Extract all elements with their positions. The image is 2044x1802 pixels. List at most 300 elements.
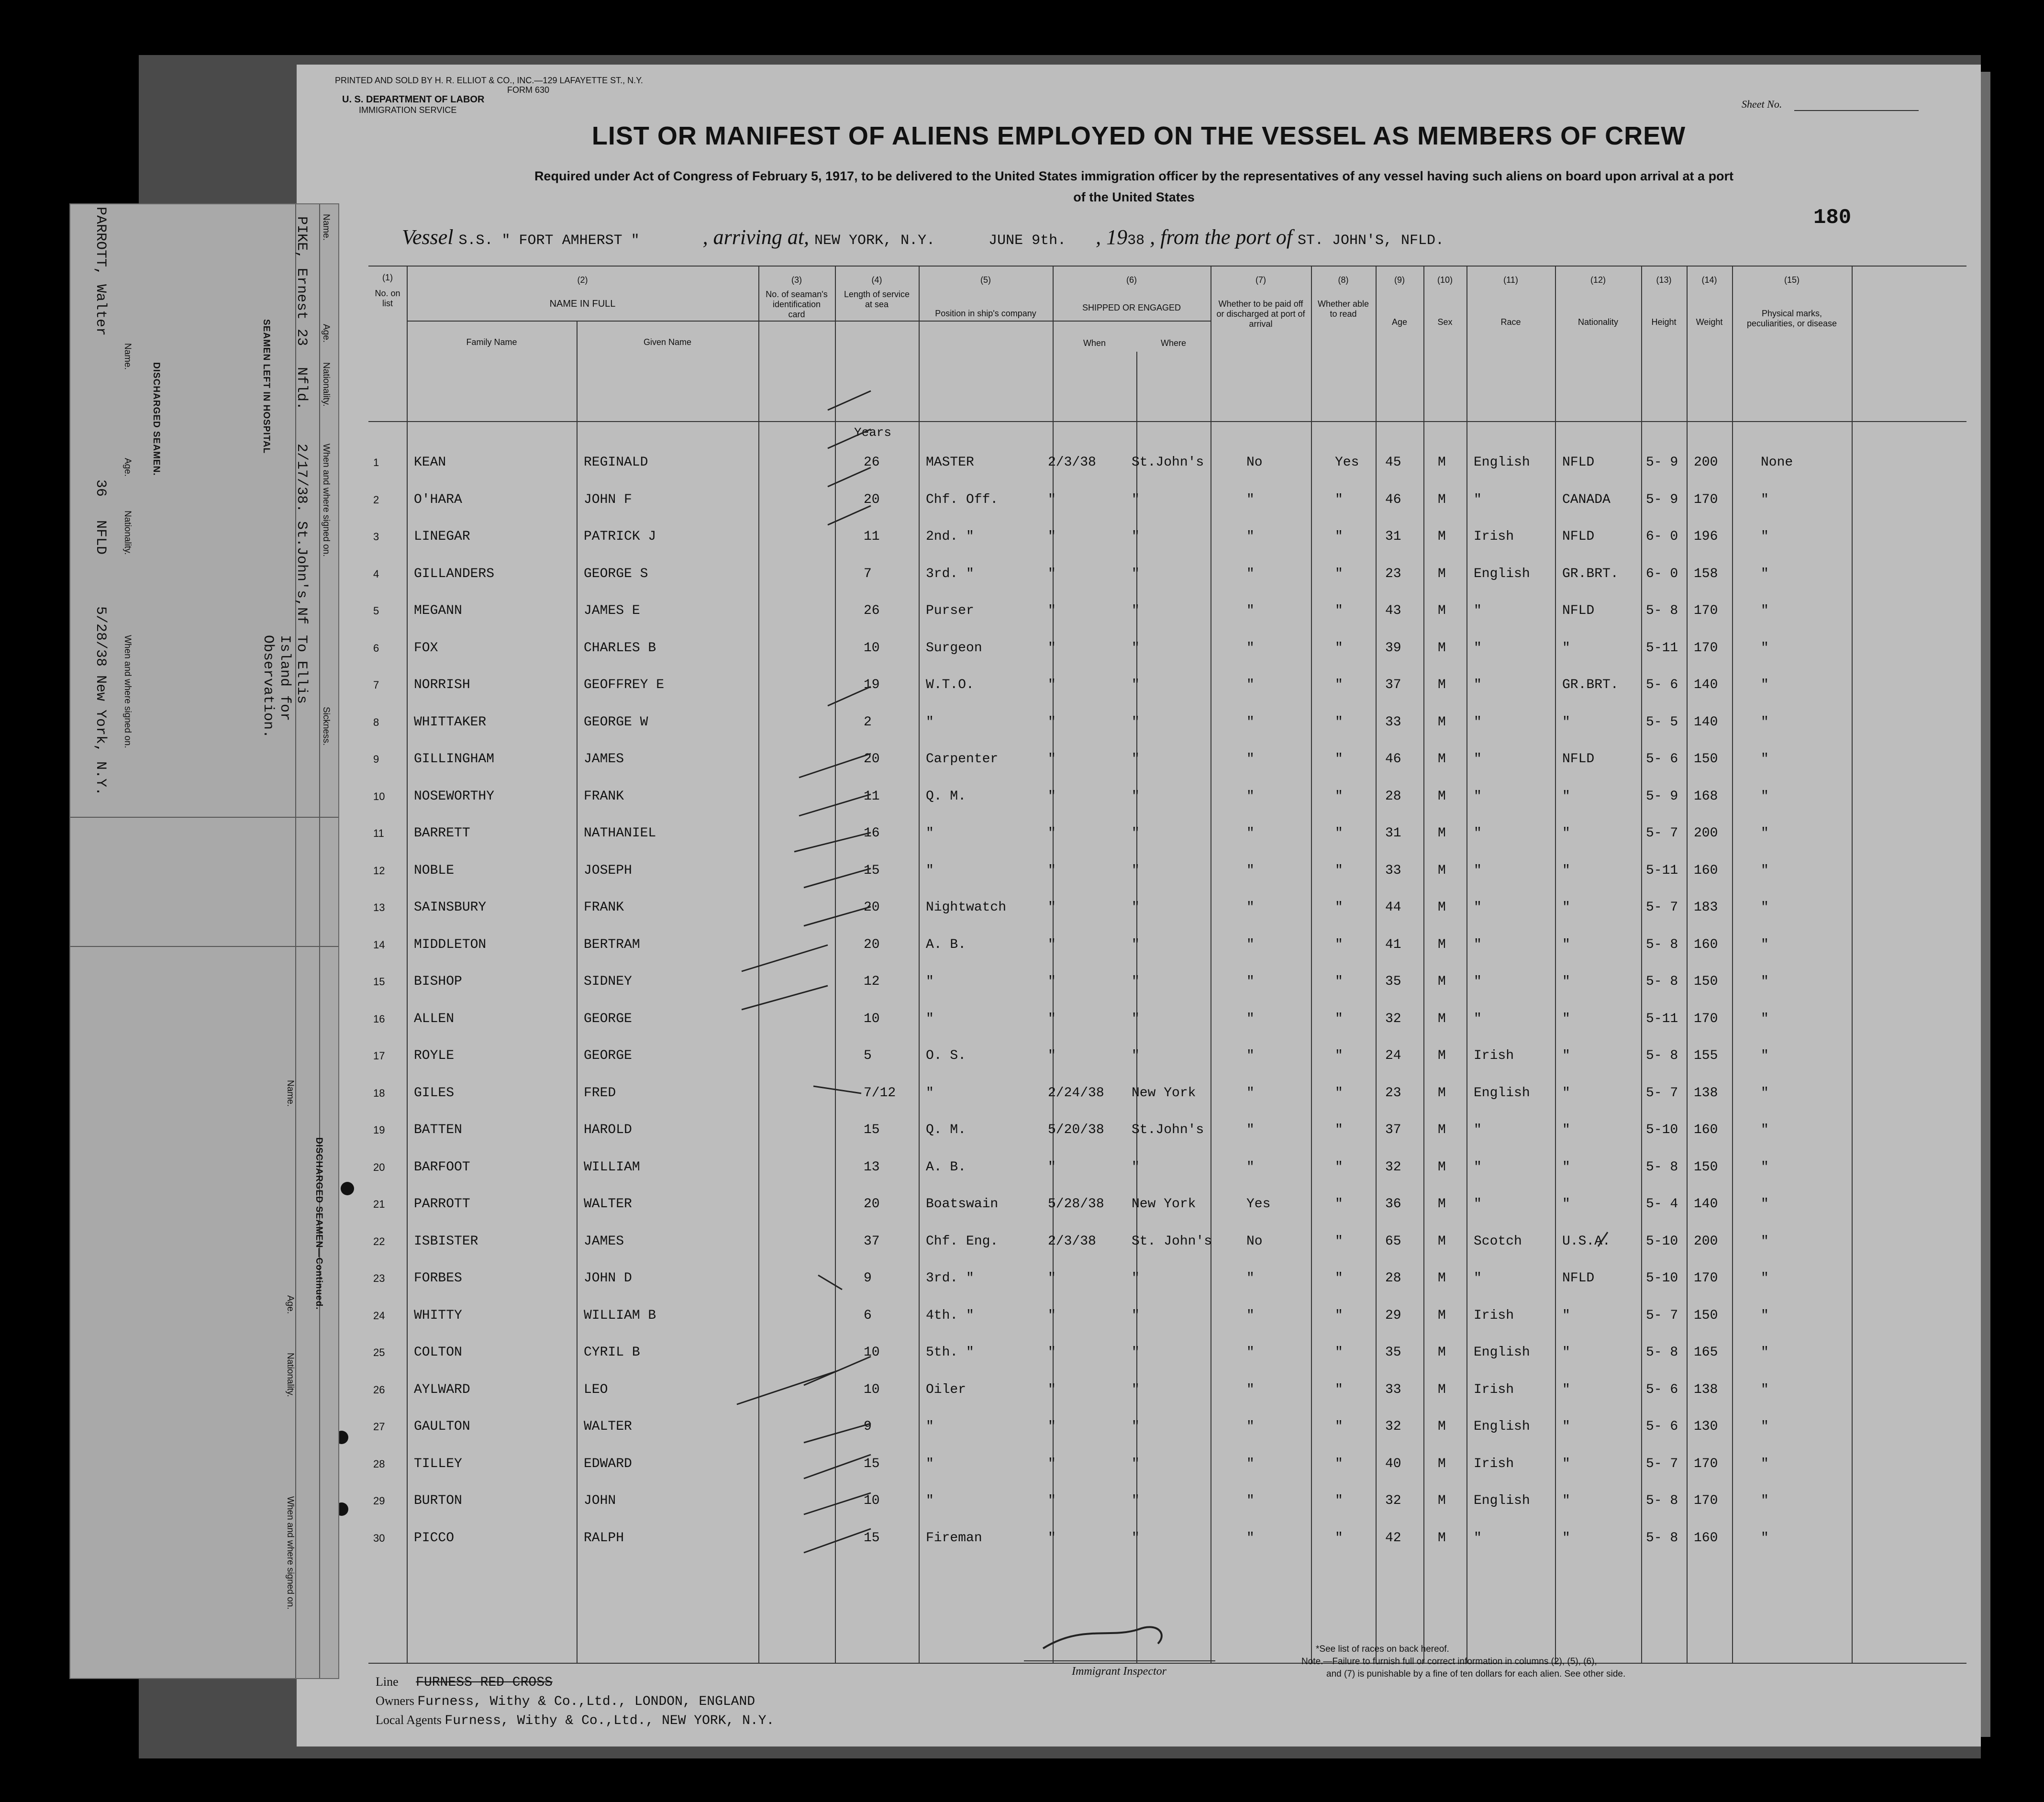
nationality-cell: " [1562,1456,1570,1471]
punch-hole [341,1182,354,1195]
row-number-cell: 22 [373,1235,385,1247]
sex-cell: M [1438,1085,1446,1101]
header-physical-marks: Physical marks, peculiarities, or disease [1746,309,1837,328]
colnum-11: (11) [1503,275,1518,285]
shipped-where-cell: " [1132,1456,1140,1471]
shipped-when-cell: " [1048,1345,1056,1360]
weight-cell: 150 [1694,1308,1718,1323]
given-name-cell: GEOFFREY E [584,678,665,692]
physical-marks-cell: " [1761,1308,1769,1323]
vessel-label: Vessel [402,225,454,249]
weight-cell: 150 [1694,1159,1718,1175]
position-cell: A. B. [926,1159,966,1175]
race-cell: English [1474,1493,1530,1508]
sex-cell: M [1438,1048,1446,1063]
discharged-seaman-age: 36 [92,479,109,497]
shipped-where-cell: " [1132,1530,1140,1546]
service-length-cell: 9 [864,1271,872,1286]
header-age: Age [1391,317,1408,327]
paid-off-cell: " [1246,789,1255,804]
able-to-read-cell: " [1335,1382,1343,1397]
weight-cell: 160 [1694,1530,1718,1546]
able-to-read-cell: " [1335,752,1343,767]
physical-marks-cell: " [1761,1382,1769,1397]
paid-off-cell: " [1246,1159,1255,1175]
shipped-when-cell: " [1048,1530,1056,1546]
age-cell: 32 [1385,1493,1401,1508]
height-cell: 5- 9 [1646,455,1678,470]
weight-cell: 200 [1694,455,1718,470]
race-cell: English [1474,1419,1530,1434]
hospital-seaman-age: 23 [293,329,310,346]
check-mark [804,1424,871,1443]
given-name-cell: JOHN D [584,1271,632,1286]
shipped-when-cell: " [1048,678,1056,692]
paid-off-cell: " [1246,1048,1255,1063]
physical-marks-cell: " [1761,826,1769,841]
row-number-cell: 17 [373,1050,385,1062]
header-id-card: No. of seaman's identification card [766,289,828,319]
shipped-where-cell: St.John's [1132,1123,1204,1137]
race-cell: " [1474,1530,1482,1546]
paid-off-cell: " [1246,1419,1255,1434]
weight-cell: 160 [1694,863,1718,878]
colnum-10: (10) [1437,275,1453,285]
age-cell: 43 [1385,603,1401,618]
shipped-when-cell: " [1048,863,1056,878]
department: U. S. DEPARTMENT OF LABOR [342,94,485,105]
agents-label: Local Agents [376,1713,442,1727]
race-cell: Irish [1474,1382,1514,1397]
nationality-cell: " [1562,1123,1570,1137]
position-cell: Boatswain [926,1197,999,1212]
physical-marks-cell: " [1761,1345,1769,1360]
nationality-cell: U.S.A. [1562,1234,1611,1249]
given-name-cell: EDWARD [584,1456,632,1471]
service-length-cell: 7 [864,566,872,581]
paid-off-cell: " [1246,1085,1255,1101]
sex-cell: M [1438,789,1446,804]
height-cell: 5- 7 [1646,900,1678,915]
line-value: FURNESS RED CROSS [416,1675,553,1690]
hospital-seaman-nationality: Nfld. [293,367,310,411]
physical-marks-cell: " [1761,1271,1769,1286]
height-cell: 5- 7 [1646,1085,1678,1101]
family-name-cell: FOX [414,640,438,656]
weight-cell: 158 [1694,566,1718,581]
service-length-cell: 20 [864,492,880,507]
weight-cell: 170 [1694,603,1718,618]
weight-cell: 165 [1694,1345,1718,1360]
able-to-read-cell: " [1335,826,1343,841]
paid-off-cell: " [1246,752,1255,767]
shipped-when-cell: " [1048,492,1056,507]
colnum-6: (6) [1126,275,1137,285]
able-to-read-cell: " [1335,492,1343,507]
hospital-nationality-label: Nationality. [321,362,331,407]
footer-line [376,1675,553,1690]
given-name-cell: GEORGE W [584,714,648,730]
race-cell: " [1474,1011,1482,1026]
physical-marks-cell: " [1761,1197,1769,1212]
colnum-4: (4) [871,275,882,285]
header-given-name: Given Name [643,337,692,347]
colnum-1: (1) [382,273,393,282]
weight-cell: 160 [1694,1123,1718,1137]
family-name-cell: NOSEWORTHY [414,789,495,804]
shipped-when-cell: 5/20/38 [1048,1123,1104,1137]
discharged-signed-label: When and where signed on. [122,635,133,748]
age-cell: 46 [1385,492,1401,507]
paid-off-cell: " [1246,1123,1255,1137]
age-cell: 41 [1385,937,1401,952]
paid-off-cell: No [1246,1234,1263,1249]
given-name-cell: WALTER [584,1197,632,1212]
check-mark [804,1455,871,1479]
position-cell: " [926,863,934,878]
row-number-cell: 9 [373,753,379,765]
paid-off-cell: No [1246,455,1263,470]
colnum-13: (13) [1656,275,1672,285]
given-name-cell: GEORGE [584,1011,632,1026]
header-where: Where [1160,338,1186,348]
paid-off-cell: " [1246,1308,1255,1323]
form-title: LIST OR MANIFEST OF ALIENS EMPLOYED ON THE VESSEL AS MEMBERS OF CREW [591,122,1686,150]
service-length-cell: 15 [864,1123,880,1137]
departure-port: ST. JOHN'S, NFLD. [1297,233,1444,249]
position-cell: " [926,714,934,730]
paid-off-cell: " [1246,1345,1255,1360]
row-number-cell: 6 [373,642,379,654]
shipped-when-cell: " [1048,900,1056,915]
header-position: Position in ship's company [935,309,1036,318]
paid-off-cell: " [1246,714,1255,730]
header-able-read: Whether able to read [1317,299,1369,319]
family-name-cell: NORRISH [414,678,470,692]
shipped-when-cell: 2/3/38 [1048,1234,1096,1249]
sex-cell: M [1438,974,1446,989]
discharged-seamen-slip [69,203,339,1679]
age-cell: 28 [1385,789,1401,804]
physical-marks-cell: " [1761,752,1769,767]
race-cell: " [1474,1271,1482,1286]
age-cell: 36 [1385,1197,1401,1212]
able-to-read-cell: " [1335,1159,1343,1175]
given-name-cell: FRANK [584,789,624,804]
discharged-age-label: Age. [122,458,133,477]
shipped-when-cell: " [1048,974,1056,989]
weight-cell: 170 [1694,492,1718,507]
arriving-label: , arriving at, [702,225,810,249]
sex-cell: M [1438,1530,1446,1546]
age-cell: 45 [1385,455,1401,470]
sex-cell: M [1438,1123,1446,1137]
able-to-read-cell: " [1335,974,1343,989]
footer-owners [376,1694,755,1709]
race-cell: English [1474,566,1530,581]
nationality-cell: " [1562,900,1570,915]
family-name-cell: BARRETT [414,826,470,841]
pen-strokes [297,65,1981,1746]
nationality-cell: " [1562,1159,1570,1175]
paid-off-cell: " [1246,900,1255,915]
row-number-cell: 3 [373,531,379,543]
physical-marks-cell: " [1761,1085,1769,1101]
colnum-9: (9) [1394,275,1405,285]
colnum-12: (12) [1590,275,1606,285]
header-sex: Sex [1437,317,1453,327]
sex-cell: M [1438,1234,1446,1249]
shipped-when-cell: " [1048,1456,1056,1471]
physical-marks-cell: " [1761,900,1769,915]
able-to-read-cell: " [1335,529,1343,544]
service-length-cell: 2 [864,714,872,730]
shipped-when-cell: 2/3/38 [1048,455,1096,470]
service-length-cell: 11 [864,789,880,804]
able-to-read-cell: " [1335,789,1343,804]
check-mark [737,1371,837,1404]
row-number-cell: 5 [373,605,379,617]
continued-nationality-label: Nationality. [285,1353,295,1397]
service-length-cell: 10 [864,1382,880,1397]
able-to-read-cell: " [1335,937,1343,952]
race-cell: " [1474,714,1482,730]
physical-marks-cell: " [1761,1234,1769,1249]
race-cell: " [1474,1197,1482,1212]
paid-off-cell: " [1246,603,1255,618]
shipped-where-cell: " [1132,789,1140,804]
physical-marks-cell: " [1761,529,1769,544]
shipped-when-cell: " [1048,1011,1056,1026]
family-name-cell: PARROTT [414,1197,470,1212]
paid-off-cell: " [1246,1271,1255,1286]
row-number-cell: 12 [373,864,385,877]
header-nationality: Nationality [1577,317,1619,327]
discharged-nationality-label: Nationality. [122,511,133,555]
family-name-cell: PICCO [414,1530,455,1546]
shipped-where-cell: " [1132,1271,1140,1286]
able-to-read-cell: " [1335,1234,1343,1249]
given-name-cell: CYRIL B [584,1345,640,1360]
nationality-cell: GR.BRT. [1562,678,1619,692]
nationality-cell: " [1562,1530,1570,1546]
race-cell: " [1474,863,1482,878]
paid-off-cell: " [1246,863,1255,878]
given-name-cell: JAMES E [584,603,640,618]
physical-marks-cell: " [1761,714,1769,730]
check-mark [742,945,828,971]
service-length-cell: 20 [864,900,880,915]
weight-cell: 170 [1694,1493,1718,1508]
family-name-cell: WHITTY [414,1308,462,1323]
height-cell: 5- 6 [1646,1419,1678,1434]
owners-value: Furness, Withy & Co.,Ltd., LONDON, ENGLAND [417,1694,755,1709]
family-name-cell: GILES [414,1085,455,1101]
service-length-cell: 20 [864,937,880,952]
colnum-2: (2) [577,275,588,285]
check-mark [828,687,871,706]
height-cell: 5- 9 [1646,789,1678,804]
nationality-cell: " [1562,1011,1570,1026]
races-note: *See list of races on back hereof. [1316,1644,1449,1654]
age-cell: 37 [1385,678,1401,692]
service-length-cell: 13 [864,1159,880,1175]
age-cell: 39 [1385,640,1401,656]
hospital-sickness-label: Sickness. [321,707,331,746]
arrival-date: JUNE 9th. [989,233,1066,249]
age-cell: 23 [1385,1085,1401,1101]
sex-cell: M [1438,900,1446,915]
service-length-cell: 20 [864,1197,880,1212]
nationality-cell: " [1562,640,1570,656]
height-cell: 5-10 [1646,1271,1678,1286]
check-mark [804,868,871,888]
height-cell: 5- 8 [1646,1530,1678,1546]
header-weight: Weight [1696,317,1723,327]
service-length-cell: 15 [864,1456,880,1471]
inspector-line [1024,1660,1215,1661]
position-cell: MASTER [926,455,974,470]
able-to-read-cell: " [1335,900,1343,915]
nationality-cell: NFLD [1562,603,1595,618]
height-cell: 5-11 [1646,640,1678,656]
paid-off-cell: " [1246,1493,1255,1508]
position-cell: Fireman [926,1530,982,1546]
sex-cell: M [1438,529,1446,544]
nationality-cell: " [1562,1419,1570,1434]
header-length-service: Length of service at sea [844,289,910,309]
paid-off-cell: " [1246,529,1255,544]
able-to-read-cell: " [1335,566,1343,581]
sheet-number-label: Sheet No. [1742,98,1782,110]
manifest-sheet [297,65,1981,1746]
race-cell: English [1474,1085,1530,1101]
weight-cell: 138 [1694,1085,1718,1101]
height-cell: 5- 8 [1646,1048,1678,1063]
position-cell: " [926,1419,934,1434]
shipped-where-cell: New York [1132,1085,1196,1101]
sex-cell: M [1438,1197,1446,1212]
given-name-cell: CHARLES B [584,640,656,656]
able-to-read-cell: " [1335,1011,1343,1026]
hospital-sickness-1: To Ellis [293,635,310,704]
paid-off-cell: " [1246,1382,1255,1397]
race-cell: Irish [1474,1308,1514,1323]
position-cell: Chf. Off. [926,492,999,507]
row-number-cell: 15 [373,976,385,988]
discharged-head: DISCHARGED SEAMEN. [151,362,161,476]
inspector-signature [1043,1627,1162,1648]
row-number-cell: 2 [373,493,379,506]
height-cell: 5- 8 [1646,937,1678,952]
row-number-cell: 30 [373,1532,385,1544]
shipped-where-cell: " [1132,1345,1140,1360]
race-cell: " [1474,752,1482,767]
able-to-read-cell: " [1335,678,1343,692]
physical-marks-cell: " [1761,1011,1769,1026]
shipped-when-cell: " [1048,640,1056,656]
able-to-read-cell: " [1335,863,1343,878]
age-cell: 28 [1385,1271,1401,1286]
weight-cell: 150 [1694,752,1718,767]
age-cell: 42 [1385,1530,1401,1546]
family-name-cell: BISHOP [414,974,462,989]
shipped-where-cell: New York [1132,1197,1196,1212]
family-name-cell: GILLANDERS [414,566,495,581]
height-cell: 5- 7 [1646,1456,1678,1471]
shipped-where-cell: " [1132,1159,1140,1175]
shipped-when-cell: " [1048,1159,1056,1175]
hospital-signed-label: When and where signed on. [321,444,331,557]
height-cell: 5- 6 [1646,752,1678,767]
fine-note-2: and (7) is punishable by a fine of ten dollars for each alien. See other side. [1326,1669,1626,1679]
weight-cell: 170 [1694,1456,1718,1471]
paid-off-cell: " [1246,937,1255,952]
paid-off-cell: " [1246,1530,1255,1546]
weight-cell: 155 [1694,1048,1718,1063]
check-mark [828,391,871,410]
shipped-where-cell: " [1132,678,1140,692]
weight-cell: 150 [1694,974,1718,989]
nationality-cell: " [1562,1085,1570,1101]
race-cell: " [1474,826,1482,841]
weight-cell: 170 [1694,640,1718,656]
fine-note-1: Note.—Failure to furnish full or correct information in columns (2), (5), (6), [1301,1657,1597,1667]
family-name-cell: MIDDLETON [414,937,487,952]
shipped-where-cell: " [1132,974,1140,989]
check-mark [804,1529,871,1553]
given-name-cell: JOHN [584,1493,616,1508]
shipped-where-cell: " [1132,900,1140,915]
row-number-cell: 7 [373,679,379,691]
form-number: FORM 630 [507,85,550,95]
weight-cell: 160 [1694,937,1718,952]
nationality-cell: CANADA [1562,492,1611,507]
height-cell: 5- 7 [1646,826,1678,841]
sex-cell: M [1438,937,1446,952]
given-name-cell: FRED [584,1085,616,1101]
shipped-when-cell: " [1048,1271,1056,1286]
service: IMMIGRATION SERVICE [359,105,457,115]
nationality-cell: NFLD [1562,752,1595,767]
family-name-cell: COLTON [414,1345,462,1360]
height-cell: 6- 0 [1646,566,1678,581]
position-cell: Nightwatch [926,900,1007,915]
paid-off-cell: " [1246,492,1255,507]
service-length-cell: 15 [864,1530,880,1546]
race-cell: Irish [1474,529,1514,544]
position-cell: Chf. Eng. [926,1234,999,1249]
service-length-cell: 10 [864,1493,880,1508]
row-number-cell: 21 [373,1198,385,1210]
able-to-read-cell: " [1335,1197,1343,1212]
nationality-cell: NFLD [1562,455,1595,470]
shipped-when-cell: " [1048,1048,1056,1063]
height-cell: 5- 7 [1646,1308,1678,1323]
physical-marks-cell: " [1761,1530,1769,1546]
paid-off-cell: Yes [1246,1197,1271,1212]
service-length-cell: 26 [864,455,880,470]
shipped-where-cell: " [1132,752,1140,767]
position-cell: Surgeon [926,640,982,656]
given-name-cell: REGINALD [584,455,648,470]
family-name-cell: KEAN [414,455,446,470]
inspector-label: Immigrant Inspector [1072,1665,1166,1678]
line-label: Line [376,1675,399,1689]
family-name-cell: MEGANN [414,603,462,618]
service-length-cell: 20 [864,752,880,767]
age-cell: 40 [1385,1456,1401,1471]
